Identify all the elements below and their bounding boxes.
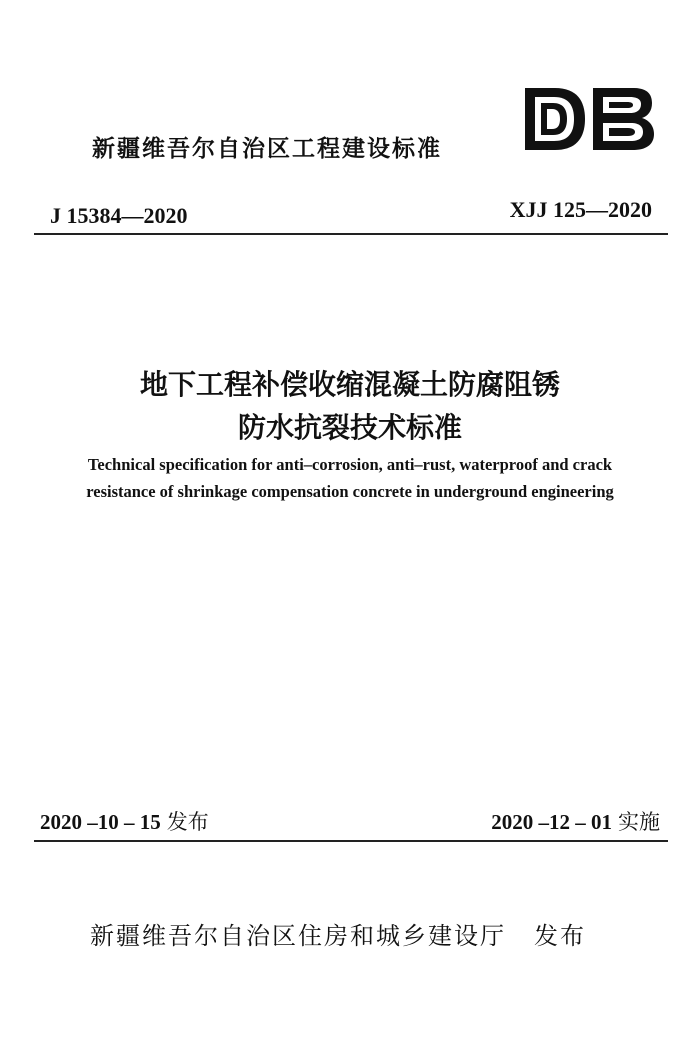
bottom-divider bbox=[34, 840, 668, 842]
effective-label: 实施 bbox=[618, 810, 660, 834]
issue-date-block bbox=[40, 806, 209, 836]
issue-label: 发布 bbox=[166, 810, 209, 834]
title-cn-line2: 防水抗裂技术标准 bbox=[237, 411, 462, 444]
title-en-line1: Technical specification for anti–corrosion, anti–rust, waterproof and crack bbox=[87, 455, 613, 474]
db-logo bbox=[521, 85, 656, 153]
publisher-action: 发布 bbox=[534, 922, 586, 950]
title-en-line2: resistance of shrinkage compensation concrete in underground engineering bbox=[86, 482, 614, 501]
issue-date: 2020 –10 – 15 bbox=[40, 810, 161, 834]
standard-number: XJJ 125—2020 bbox=[509, 197, 652, 222]
filing-number: J 15384—2020 bbox=[50, 203, 188, 228]
publisher-block bbox=[90, 916, 586, 951]
title-cn-line1: 地下工程补偿收缩混凝土防腐阻锈 bbox=[139, 368, 560, 401]
publisher-name: 新疆维吾尔自治区住房和城乡建设厅 bbox=[90, 922, 506, 950]
effective-date-block bbox=[491, 806, 660, 836]
effective-date: 2020 –12 – 01 bbox=[491, 810, 612, 834]
top-divider bbox=[34, 233, 668, 235]
standard-series-title: 新疆维吾尔自治区工程建设标准 bbox=[92, 136, 442, 162]
